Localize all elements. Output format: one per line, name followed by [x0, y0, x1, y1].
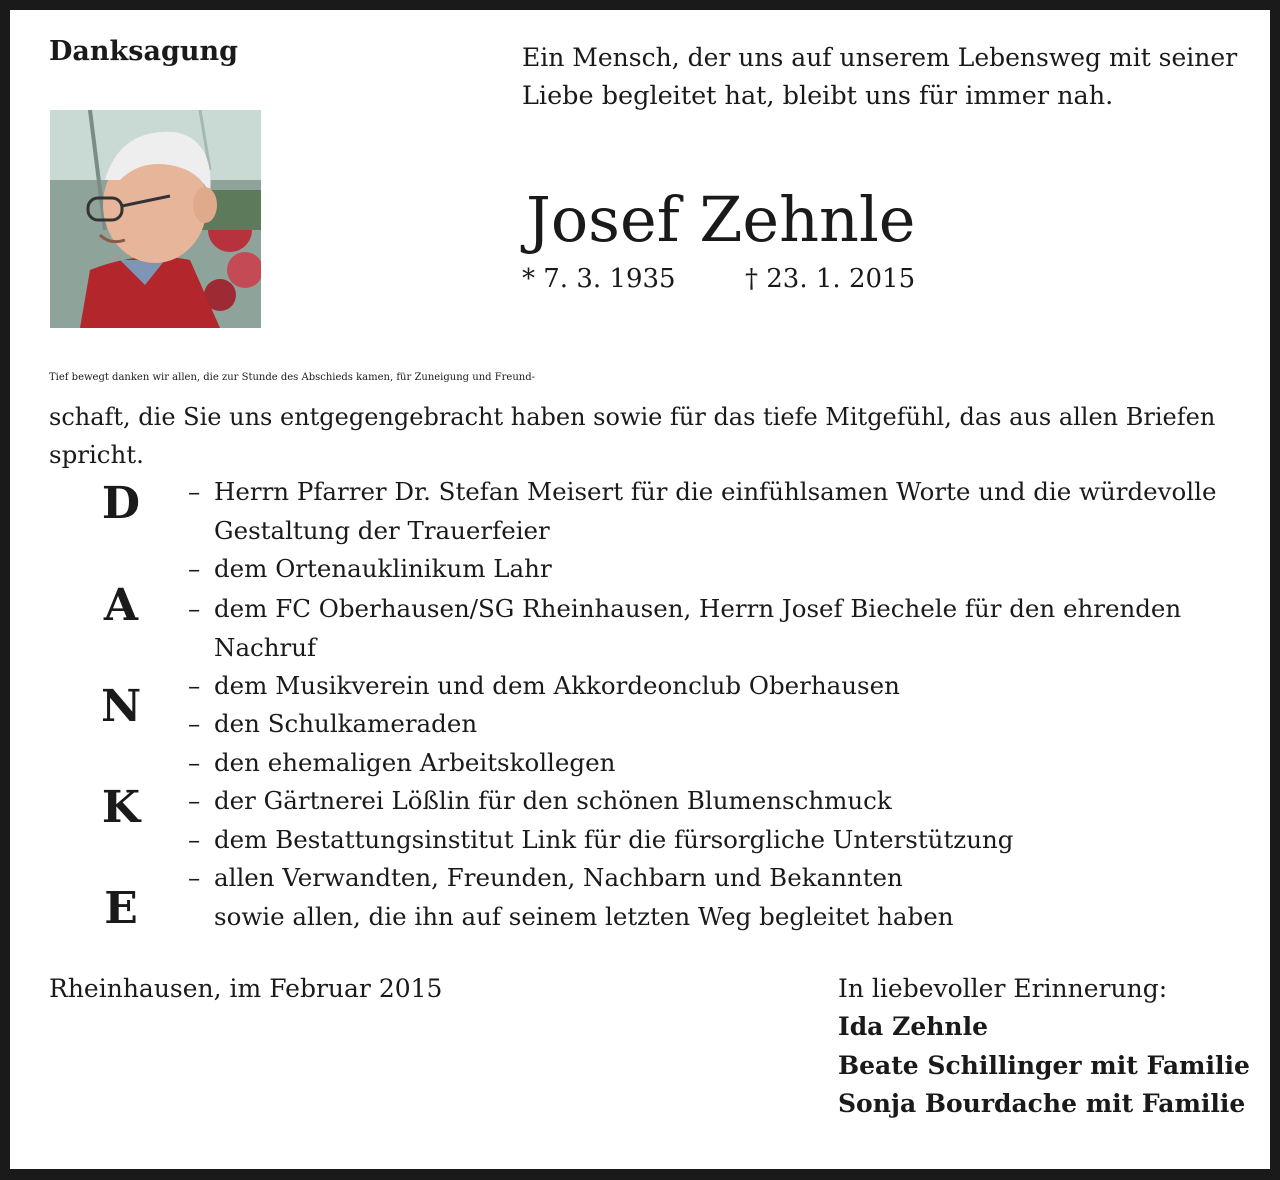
thanks-item-text: dem Bestattungsinstitut Link für die fürsorgliche Unterstützung — [214, 825, 1014, 854]
danke-letter-k: K — [101, 782, 141, 833]
thanks-item-text: dem Musikverein und dem Akkordeonclub Oberhausen — [214, 671, 900, 700]
thanks-item — [188, 859, 954, 936]
thanks-item — [188, 782, 892, 821]
thanks-item-text: dem Ortenauklinikum Lahr — [214, 554, 552, 583]
thanks-item-text: der Gärtnerei Lößlin für den schönen Blumenschmuck — [214, 786, 892, 815]
thanks-item — [188, 590, 1181, 667]
portrait-illustration — [50, 110, 261, 328]
item-dash: – — [188, 554, 201, 583]
item-dash: – — [188, 477, 201, 506]
thanks-item-continuation: sowie allen, die ihn auf seinem letzten Weg begleitet haben — [214, 901, 954, 931]
thanks-item — [188, 744, 615, 783]
memory-line: In liebevoller Erinnerung: — [838, 974, 1168, 1003]
thanks-item-continuation: Nachruf — [214, 632, 317, 662]
signatory: Beate Schillinger mit Familie — [838, 1051, 1250, 1080]
thanks-item-text: allen Verwandten, Freunden, Nachbarn und Bekannten — [214, 863, 903, 892]
item-dash: – — [188, 594, 201, 623]
birth-date: * 7. 3. 1935 — [522, 264, 676, 294]
danke-letter-a: A — [103, 580, 139, 631]
thanks-item-text: dem FC Oberhausen/SG Rheinhausen, Herrn Josef Biechele für den ehrenden — [214, 594, 1182, 623]
item-dash: – — [188, 748, 201, 777]
quote-line-1: Ein Mensch, der uns auf unserem Lebensweg mit seiner — [522, 43, 1238, 72]
intro-line-3: spricht. — [49, 440, 144, 469]
thanks-item — [188, 473, 1216, 550]
signatory: Ida Zehnle — [838, 1012, 988, 1041]
memorial-quote — [522, 38, 1237, 116]
item-dash: – — [188, 709, 201, 738]
thanks-item-text: Herrn Pfarrer Dr. Stefan Meisert für die einfühlsamen Worte und die würdevolle — [214, 477, 1217, 506]
thanks-item — [188, 821, 1013, 860]
deceased-name: Josef Zehnle — [526, 183, 916, 256]
thanks-item — [188, 550, 552, 589]
notice-heading: Danksagung — [49, 36, 238, 67]
quote-line-2: Liebe begleitet hat, bleibt uns für immer nah. — [522, 81, 1114, 111]
death-date: † 23. 1. 2015 — [745, 264, 916, 294]
thanks-item-continuation: Gestaltung der Trauerfeier — [214, 515, 550, 545]
danke-letter-e: E — [104, 883, 138, 934]
intro-paragraph — [49, 359, 1215, 475]
intro-line-1: Tief bewegt danken wir allen, die zur Stunde des Abschieds kamen, für Zuneigung und Freund- — [49, 372, 536, 383]
item-dash: – — [188, 863, 201, 892]
thanks-item-text: den ehemaligen Arbeitskollegen — [214, 748, 616, 777]
item-dash: – — [188, 825, 201, 854]
portrait-photo — [50, 110, 261, 328]
signatory: Sonja Bourdache mit Familie — [838, 1089, 1246, 1118]
thanks-item — [188, 667, 900, 706]
place-date: Rheinhausen, im Februar 2015 — [49, 974, 443, 1003]
danke-letter-d: D — [101, 478, 141, 529]
danke-letter-n: N — [101, 681, 142, 732]
thanks-item — [188, 705, 477, 744]
item-dash: – — [188, 786, 201, 815]
thanks-item-text: den Schulkameraden — [214, 709, 478, 738]
item-dash: – — [188, 671, 201, 700]
intro-line-2: schaft, die Sie uns entgegengebracht haben sowie für das tiefe Mitgefühl, das aus allen Briefen — [49, 402, 1216, 431]
